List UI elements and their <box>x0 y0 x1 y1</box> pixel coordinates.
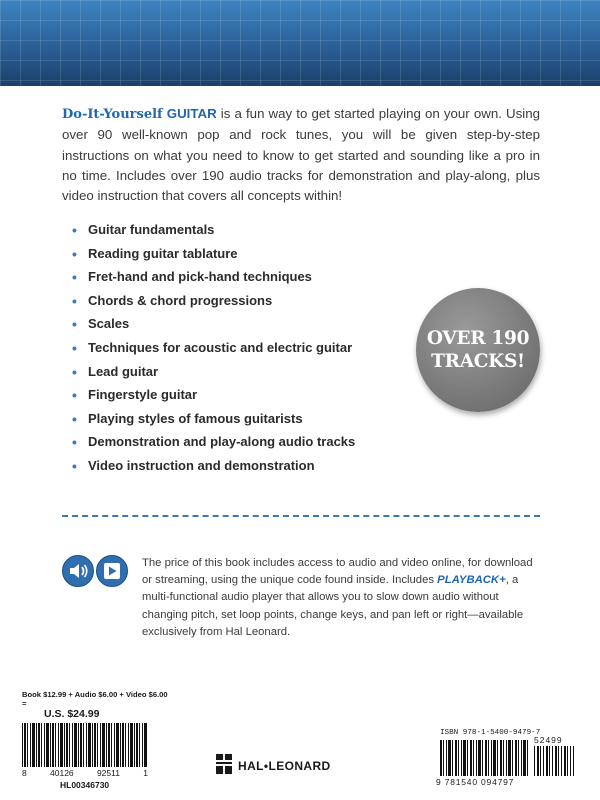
header-band <box>0 0 600 86</box>
upc-digit-group: 1 <box>143 768 148 778</box>
isbn-addon-barcode <box>534 746 574 776</box>
barcode-addon-digits: 52499 <box>534 735 563 745</box>
item-code: HL00346730 <box>60 780 110 790</box>
badge-line-2: TRACKS! <box>431 351 525 372</box>
brand-guitar: GUITAR <box>166 106 217 121</box>
intro-text: is a fun way to get started playing on your own. Using over 90 well-known pop and rock tunes, you will be given step-by-step instructions on what you need to know to get started and sounding like a pro in no time. Includes over 190 audio tracks for demonstration and play-along, plus video instruction that covers all concepts within! <box>62 106 540 204</box>
feature-label: Chords & chord progressions <box>88 292 273 308</box>
price-us: U.S. $24.99 <box>44 708 100 720</box>
isbn-barcode <box>440 740 530 776</box>
media-icons <box>62 555 132 587</box>
feature-label: Fret-hand and pick-hand techniques <box>88 269 312 285</box>
bullet-icon: • <box>72 245 77 262</box>
upc-digit-group: 40126 <box>50 768 74 778</box>
feature-item <box>72 339 355 363</box>
tracks-badge <box>416 288 540 412</box>
access-paragraph <box>142 555 540 641</box>
upc-barcode <box>22 723 148 767</box>
upc-digit-group: 92511 <box>96 768 120 778</box>
bullet-icon: • <box>72 434 77 451</box>
feature-label: Video instruction and demonstration <box>88 457 315 473</box>
feature-label: Demonstration and play-along audio tracks <box>88 434 356 450</box>
isbn-barcode-digits: 9 781540 094797 <box>436 777 515 787</box>
feature-label: Scales <box>88 316 130 332</box>
feature-label: Lead guitar <box>88 363 159 379</box>
bullet-icon: • <box>72 339 77 356</box>
bullet-icon: • <box>72 410 77 427</box>
bullet-icon: • <box>72 387 77 404</box>
feature-item <box>72 245 355 269</box>
dashed-divider <box>62 515 540 517</box>
feature-item <box>72 221 355 245</box>
publisher-name: HAL•LEONARD <box>238 759 331 773</box>
publisher-logo <box>214 752 386 778</box>
feature-item <box>72 410 355 434</box>
bullet-icon: • <box>72 316 77 333</box>
badge-line-1: OVER 190 <box>426 328 530 349</box>
feature-item <box>72 363 355 387</box>
feature-label: Fingerstyle guitar <box>88 387 198 403</box>
bullet-icon: • <box>72 457 77 474</box>
feature-item <box>72 386 355 410</box>
feature-list <box>72 221 355 481</box>
bullet-icon: • <box>72 292 77 309</box>
feature-item <box>72 268 355 292</box>
bullet-icon: • <box>72 363 77 380</box>
speaker-icon <box>62 555 94 587</box>
feature-item <box>72 315 355 339</box>
brand-name: Do-It-Yourself <box>62 107 163 122</box>
playback-brand: PLAYBACK+ <box>437 574 506 587</box>
publisher-mark-icon <box>214 752 234 776</box>
play-icon <box>96 555 128 587</box>
bullet-icon: • <box>72 222 77 238</box>
feature-item <box>72 433 355 457</box>
price-breakdown: Book $12.99 + Audio $6.00 + Video $6.00 = <box>22 690 168 708</box>
intro-paragraph <box>62 104 540 206</box>
feature-label: Guitar fundamentals <box>88 222 215 237</box>
feature-item <box>72 457 355 481</box>
bullet-icon: • <box>72 269 77 286</box>
feature-item <box>72 292 355 316</box>
upc-digits <box>22 768 148 778</box>
access-text-after: , a multi-functional audio player that allows you to slow down audio without changing pitch, set loop points, change keys, and pan left or right—available exclusively from Hal Leonard. <box>142 574 524 638</box>
feature-label: Playing styles of famous guitarists <box>88 410 303 426</box>
access-text-before: The price of this book includes access to audio and video online, for download or streaming, using the unique code found inside. Includes <box>142 557 533 587</box>
isbn-text: ISBN 978-1-5400-9479-7 <box>440 729 541 737</box>
feature-label: Reading guitar tablature <box>88 245 238 261</box>
upc-digit-group: 8 <box>22 768 27 778</box>
feature-label: Techniques for acoustic and electric guitar <box>88 339 353 355</box>
